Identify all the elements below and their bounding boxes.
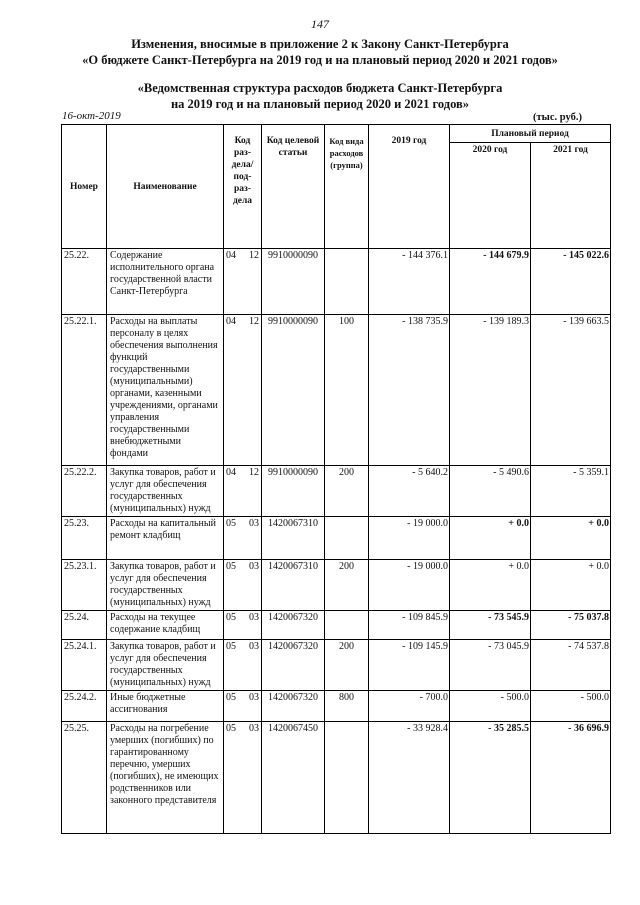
row-value-2019: - 700.0 bbox=[369, 691, 450, 722]
document-title bbox=[0, 36, 640, 68]
row-value-2021: + 0.0 bbox=[531, 517, 611, 560]
row-razdel bbox=[224, 517, 262, 560]
row-value-2019: - 19 000.0 bbox=[369, 560, 450, 611]
table-row bbox=[62, 640, 611, 691]
podrazdel-code: 03 bbox=[249, 692, 259, 703]
table-row bbox=[62, 466, 611, 517]
row-name: Закупка товаров, работ и услуг для обеспечения государственных (муниципальных) нужд bbox=[107, 640, 224, 691]
subtitle-line-1: «Ведомственная структура расходов бюджета Санкт-Петербурга bbox=[137, 81, 503, 95]
row-razdel bbox=[224, 640, 262, 691]
row-target-code: 9910000090 bbox=[262, 466, 325, 517]
razdel-code: 05 bbox=[226, 561, 236, 572]
podrazdel-code: 03 bbox=[249, 518, 259, 529]
razdel-code: 04 bbox=[226, 316, 236, 327]
row-value-2020: - 500.0 bbox=[450, 691, 531, 722]
row-razdel bbox=[224, 560, 262, 611]
razdel-code: 05 bbox=[226, 641, 236, 652]
row-vid-code bbox=[325, 517, 369, 560]
col-header-2021: 2021 год bbox=[531, 143, 611, 249]
razdel-code: 04 bbox=[226, 467, 236, 478]
row-razdel bbox=[224, 611, 262, 640]
podrazdel-code: 12 bbox=[249, 467, 259, 478]
col-header-vid: Код вида расходов (группа) bbox=[325, 125, 369, 249]
row-name: Закупка товаров, работ и услуг для обеспечения государственных (муниципальных) нужд bbox=[107, 466, 224, 517]
col-header-name: Наименование bbox=[107, 125, 224, 249]
row-razdel bbox=[224, 466, 262, 517]
row-target-code: 1420067320 bbox=[262, 691, 325, 722]
row-vid-code: 200 bbox=[325, 466, 369, 517]
row-value-2019: - 33 928.4 bbox=[369, 722, 450, 834]
razdel-code: 05 bbox=[226, 723, 236, 734]
row-name: Расходы на капитальный ремонт кладбищ bbox=[107, 517, 224, 560]
row-number: 25.22.2. bbox=[62, 466, 107, 517]
row-vid-code: 100 bbox=[325, 315, 369, 466]
table-row bbox=[62, 517, 611, 560]
title-line-1: Изменения, вносимые в приложение 2 к Закону Санкт-Петербурга bbox=[131, 37, 509, 51]
row-name: Иные бюджетные ассигнования bbox=[107, 691, 224, 722]
budget-table bbox=[61, 124, 611, 834]
row-razdel bbox=[224, 691, 262, 722]
row-name: Расходы на погребение умерших (погибших) по гарантированному перечню, умерших (погибших), не имеющих родственников или законного представителя bbox=[107, 722, 224, 834]
row-value-2020: - 73 045.9 bbox=[450, 640, 531, 691]
podrazdel-code: 12 bbox=[249, 316, 259, 327]
podrazdel-code: 12 bbox=[249, 250, 259, 261]
row-value-2021: - 75 037.8 bbox=[531, 611, 611, 640]
row-name: Расходы на текущее содержание кладбищ bbox=[107, 611, 224, 640]
row-value-2020: + 0.0 bbox=[450, 560, 531, 611]
row-razdel bbox=[224, 249, 262, 315]
row-vid-code: 200 bbox=[325, 560, 369, 611]
row-vid-code: 200 bbox=[325, 640, 369, 691]
table-row bbox=[62, 691, 611, 722]
row-value-2020: - 35 285.5 bbox=[450, 722, 531, 834]
title-line-2: «О бюджете Санкт-Петербурга на 2019 год и на плановый период 2020 и 2021 годов» bbox=[82, 53, 558, 67]
row-value-2020: + 0.0 bbox=[450, 517, 531, 560]
row-target-code: 1420067310 bbox=[262, 560, 325, 611]
podrazdel-code: 03 bbox=[249, 641, 259, 652]
row-target-code: 1420067310 bbox=[262, 517, 325, 560]
row-value-2019: - 109 145.9 bbox=[369, 640, 450, 691]
row-value-2021: - 145 022.6 bbox=[531, 249, 611, 315]
row-value-2020: - 139 189.3 bbox=[450, 315, 531, 466]
table-row bbox=[62, 560, 611, 611]
razdel-code: 05 bbox=[226, 612, 236, 623]
document-subtitle bbox=[0, 80, 640, 112]
podrazdel-code: 03 bbox=[249, 612, 259, 623]
row-value-2021: - 74 537.8 bbox=[531, 640, 611, 691]
row-value-2019: - 144 376.1 bbox=[369, 249, 450, 315]
row-number: 25.25. bbox=[62, 722, 107, 834]
row-vid-code bbox=[325, 611, 369, 640]
document-date: 16-окт-2019 bbox=[62, 110, 121, 122]
razdel-code: 05 bbox=[226, 692, 236, 703]
row-value-2020: - 5 490.6 bbox=[450, 466, 531, 517]
podrazdel-code: 03 bbox=[249, 561, 259, 572]
subtitle-line-2: на 2019 год и на плановый период 2020 и 2021 годов» bbox=[170, 97, 470, 111]
col-header-razdel: Код раз-дела/ под-раз-дела bbox=[224, 125, 262, 249]
unit-label: (тыс. руб.) bbox=[533, 112, 582, 123]
row-number: 25.24.2. bbox=[62, 691, 107, 722]
row-value-2021: - 5 359.1 bbox=[531, 466, 611, 517]
row-number: 25.23.1. bbox=[62, 560, 107, 611]
razdel-code: 05 bbox=[226, 518, 236, 529]
row-number: 25.22. bbox=[62, 249, 107, 315]
table-row bbox=[62, 249, 611, 315]
row-value-2021: - 36 696.9 bbox=[531, 722, 611, 834]
col-header-planned: Плановый период bbox=[450, 125, 611, 143]
row-value-2019: - 138 735.9 bbox=[369, 315, 450, 466]
row-target-code: 9910000090 bbox=[262, 249, 325, 315]
row-value-2020: - 144 679.9 bbox=[450, 249, 531, 315]
row-vid-code bbox=[325, 722, 369, 834]
row-target-code: 1420067320 bbox=[262, 640, 325, 691]
row-vid-code: 800 bbox=[325, 691, 369, 722]
row-value-2020: - 73 545.9 bbox=[450, 611, 531, 640]
row-value-2021: - 500.0 bbox=[531, 691, 611, 722]
row-number: 25.24.1. bbox=[62, 640, 107, 691]
row-value-2021: + 0.0 bbox=[531, 560, 611, 611]
row-number: 25.24. bbox=[62, 611, 107, 640]
row-name: Расходы на выплаты персоналу в целях обеспечения выполнения функций государственными (муниципальными) органами, казенными учреждениями, органами управления государственными внебюджетными фондами bbox=[107, 315, 224, 466]
table-row bbox=[62, 611, 611, 640]
table-row bbox=[62, 315, 611, 466]
razdel-code: 04 bbox=[226, 250, 236, 261]
row-number: 25.23. bbox=[62, 517, 107, 560]
row-vid-code bbox=[325, 249, 369, 315]
row-value-2019: - 19 000.0 bbox=[369, 517, 450, 560]
row-target-code: 1420067320 bbox=[262, 611, 325, 640]
col-header-2019: 2019 год bbox=[369, 125, 450, 249]
row-razdel bbox=[224, 722, 262, 834]
row-value-2019: - 109 845.9 bbox=[369, 611, 450, 640]
row-name: Закупка товаров, работ и услуг для обеспечения государственных (муниципальных) нужд bbox=[107, 560, 224, 611]
row-name: Содержание исполнительного органа государственной власти Санкт-Петербурга bbox=[107, 249, 224, 315]
row-number: 25.22.1. bbox=[62, 315, 107, 466]
col-header-number: Номер bbox=[62, 125, 107, 249]
row-target-code: 9910000090 bbox=[262, 315, 325, 466]
page-number: 147 bbox=[311, 17, 329, 31]
row-value-2019: - 5 640.2 bbox=[369, 466, 450, 517]
col-header-2020: 2020 год bbox=[450, 143, 531, 249]
row-target-code: 1420067450 bbox=[262, 722, 325, 834]
col-header-target: Код целевой статьи bbox=[262, 125, 325, 249]
podrazdel-code: 03 bbox=[249, 723, 259, 734]
table-row bbox=[62, 722, 611, 834]
row-razdel bbox=[224, 315, 262, 466]
row-value-2021: - 139 663.5 bbox=[531, 315, 611, 466]
